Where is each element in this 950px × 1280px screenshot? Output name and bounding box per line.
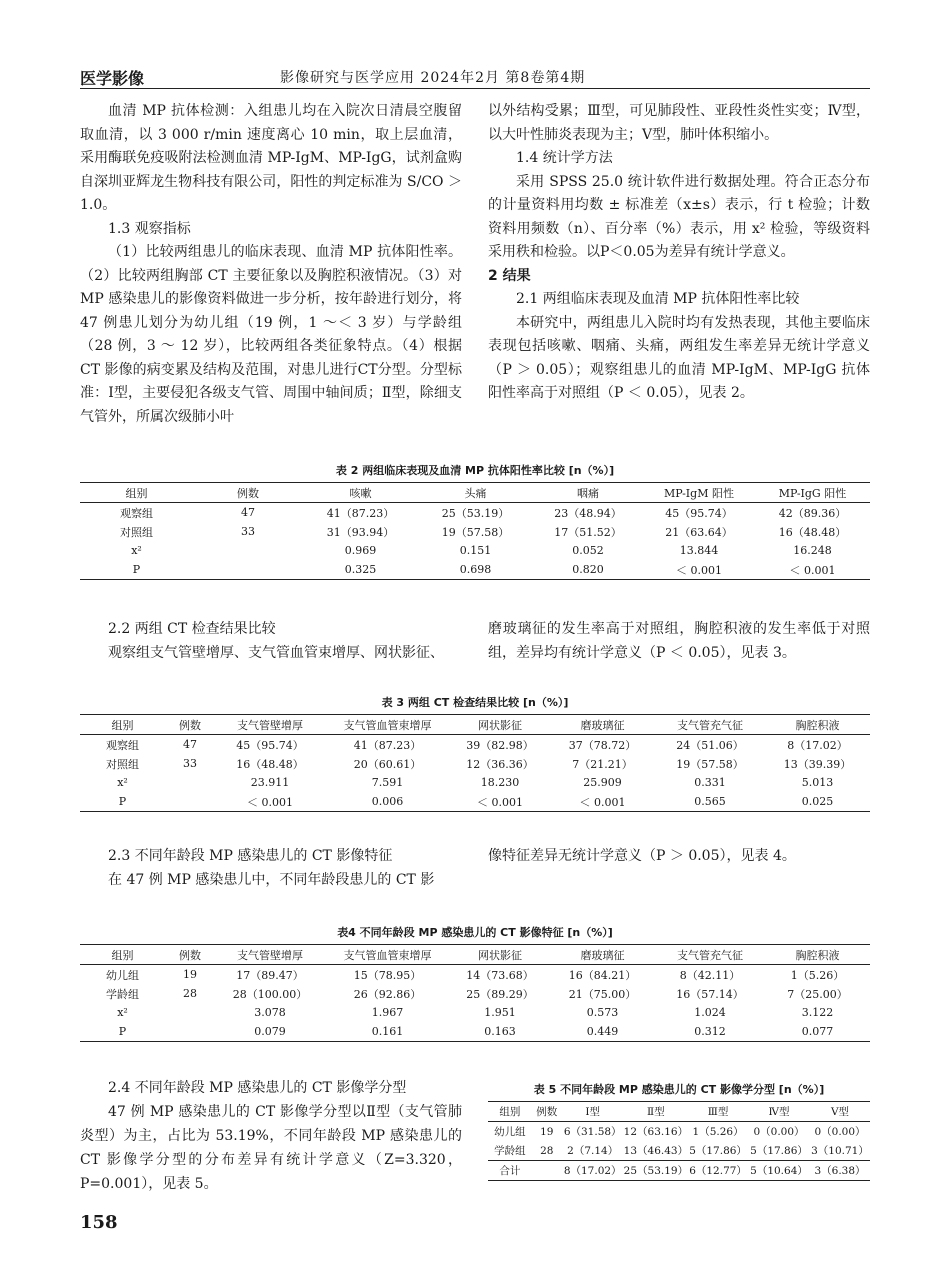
- heading-2-2: 2.2 两组 CT 检查结果比较: [108, 621, 276, 637]
- table-cell: P: [80, 560, 193, 580]
- table-cell: 学龄组: [494, 1145, 526, 1157]
- journal-info: 影像研究与医学应用 2024年2月 第8卷第4期: [280, 70, 586, 86]
- table3: [80, 714, 870, 812]
- table-cell: 合计: [488, 1161, 532, 1181]
- table-row: [80, 1022, 870, 1042]
- table-header-cell: 支气管壁增厚: [215, 945, 325, 965]
- table-cell: 12（63.16）: [623, 1126, 689, 1138]
- table-header-cell: 头痛: [418, 483, 533, 503]
- table-cell: ＜ 0.001: [215, 792, 325, 812]
- table-cell: x²: [131, 544, 142, 557]
- table-row: [80, 965, 870, 985]
- table-cell: 16（84.21）: [568, 968, 637, 982]
- table-cell: 33: [241, 525, 255, 538]
- table-header-row: [80, 483, 870, 503]
- table-cell: 23（48.94）: [554, 506, 622, 520]
- table-cell: [532, 1161, 562, 1181]
- table-cell: 21（63.64）: [665, 525, 733, 539]
- table-cell: 5（17.86）: [689, 1145, 747, 1157]
- table-header-cell: 磨玻璃征: [550, 945, 655, 965]
- table-cell: 1.967: [371, 1006, 404, 1019]
- table-cell: 25（53.19）: [441, 506, 510, 520]
- table-header-cell: Ⅲ型: [688, 1102, 748, 1122]
- section-name: 医学影像: [80, 69, 145, 88]
- table-header-cell: 咳嗽: [303, 483, 418, 503]
- paragraph-results-2-1: 本研究中，两组患儿入院时均有发热表现，其他主要临床表现包括咳嗽、咽痛、头痛，两组发生率差异无统计学意义（P ＞ 0.05）；观察组患儿的血清 MP-IgM、MP-IgG 抗体阳性率高于对照组（P ＜ 0.05），见表 2。: [488, 314, 870, 401]
- table-cell: 8（42.11）: [679, 968, 741, 982]
- table-header-cell: 胸腔积液: [765, 945, 870, 965]
- heading-2-3: 2.3 不同年龄段 MP 感染患儿的 CT 影像特征: [108, 848, 393, 864]
- paragraph-statistics: 采用 SPSS 25.0 统计软件进行数据处理。符合正态分布的计量资料用均数 ± 标准差（x±s）表示，行 t 检验；计数资料用频数（n）、百分率（%）表示，用 x² 检验，等级资料采用秩和检验。以P＜0.05为差异有统计学意义。: [488, 173, 870, 260]
- table-cell: ＜ 0.001: [450, 792, 550, 812]
- table-cell: 对照组: [106, 757, 139, 771]
- table-cell: P: [80, 792, 165, 812]
- table-cell: 25（53.19）: [624, 1161, 688, 1181]
- table-cell: 16（48.48）: [236, 757, 304, 771]
- table-cell: 观察组: [106, 738, 139, 752]
- table-cell: 6（31.58）: [563, 1126, 622, 1138]
- running-header: [80, 66, 870, 89]
- table-cell: 16（48.48）: [778, 525, 847, 539]
- table-cell: 26（92.86）: [353, 987, 422, 1001]
- table-header-cell: Ⅳ型: [748, 1102, 810, 1122]
- table-cell: 7.591: [371, 776, 404, 789]
- table5: [488, 1101, 870, 1181]
- table-header-cell: 例数: [193, 483, 303, 503]
- table-cell: 20（60.61）: [353, 757, 422, 771]
- table-cell: 13（46.43）: [623, 1145, 689, 1157]
- table-row: [80, 522, 870, 541]
- table-cell: 1（5.26）: [692, 1126, 744, 1138]
- table-cell: 14（73.68）: [466, 968, 534, 982]
- table3-caption: 表 3 两组 CT 检查结果比较 [n（%）]: [381, 696, 569, 709]
- table-header-cell: 例数: [165, 715, 215, 735]
- table-header-cell: 组别: [80, 483, 193, 503]
- table-header-cell: 支气管壁增厚: [215, 715, 325, 735]
- table-row: [80, 503, 870, 523]
- right-column-top: [488, 100, 870, 406]
- table-cell: [165, 1022, 215, 1042]
- heading-2-4: 2.4 不同年龄段 MP 感染患儿的 CT 影像学分型: [108, 1080, 407, 1096]
- table-header-cell: MP-IgG 阳性: [755, 483, 870, 503]
- table-cell: 0.161: [325, 1022, 450, 1042]
- table-cell: 5（17.86）: [750, 1145, 808, 1157]
- table-cell: 24（51.06）: [676, 738, 744, 752]
- table-cell: 0.077: [765, 1022, 870, 1042]
- table-header-cell: 例数: [165, 945, 215, 965]
- table-header-cell: 支气管充气征: [655, 715, 765, 735]
- table-cell: 0.573: [586, 1006, 619, 1019]
- section-2-3-left: [80, 845, 462, 892]
- table4-caption: 表4 不同年龄段 MP 感染患儿的 CT 影像特征 [n（%）]: [337, 926, 613, 939]
- table-cell: ＜ 0.001: [643, 560, 755, 580]
- table-header-cell: Ⅴ型: [810, 1102, 870, 1122]
- table-row: [80, 1003, 870, 1022]
- table-row: [80, 754, 870, 773]
- section-2-2-right: [488, 618, 870, 665]
- heading-1-3: 1.3 观察指标: [108, 220, 191, 237]
- table-header-cell: 支气管血管束增厚: [325, 715, 450, 735]
- section-2-3-right: [488, 845, 870, 869]
- table-cell: 19: [540, 1125, 554, 1138]
- table-cell: 45（95.74）: [665, 506, 733, 520]
- table-cell: [165, 792, 215, 812]
- paragraph-2-3-start: 在 47 例 MP 感染患儿中，不同年龄段患儿的 CT 影: [108, 871, 435, 888]
- table-cell: 0（0.00）: [814, 1126, 866, 1138]
- table-cell: 1.024: [694, 1006, 726, 1019]
- table-cell: 42（89.36）: [778, 506, 847, 520]
- table-cell: 39（82.98）: [466, 738, 534, 752]
- table-cell: ＜ 0.001: [755, 560, 870, 580]
- table-cell: 15（78.95）: [353, 968, 422, 982]
- table-cell: 12（36.36）: [466, 757, 534, 771]
- table-cell: 25.909: [583, 776, 622, 789]
- table-cell: 31（93.94）: [326, 525, 395, 539]
- table-header-cell: 磨玻璃征: [550, 715, 655, 735]
- paragraph-observation: （1）比较两组患儿的临床表现、血清 MP 抗体阳性率。（2）比较两组胸部 CT 主要征象以及胸腔积液情况。（3）对 MP 感染患儿的影像资料做进一步分析，按年龄进行划分，将 47 例患儿划分为幼儿组（19 例，1 ～＜ 3 岁）与学龄组（28 例，3 ～ 12 岁），比较两组各类征象特点。（4）根据 CT 影像的病变累及结构及范围，对患儿进行CT分型。分型标准：Ⅰ型，主要侵犯各级支气管、周围中轴间质；Ⅱ型，除细支气管外，所属次级肺小叶: [80, 244, 462, 425]
- table-cell: 对照组: [120, 525, 153, 539]
- table-row: [80, 792, 870, 812]
- table-cell: [193, 560, 303, 580]
- table-header-cell: 网状影征: [450, 715, 550, 735]
- table-header-cell: 支气管充气征: [655, 945, 765, 965]
- table-row: [80, 735, 870, 755]
- table-cell: 47: [183, 738, 197, 751]
- left-column-top: [80, 100, 462, 429]
- table-row: [488, 1122, 870, 1142]
- table-header-cell: 组别: [488, 1102, 532, 1122]
- paragraph-2-4: 47 例 MP 感染患儿的 CT 影像学分型以Ⅱ型（支气管肺炎型）为主，占比为 53.19%，不同年龄段 MP 感染患儿的 CT 影像学分型的分布差异有统计学意义（Z=3.320，P=0.001），见表 5。: [80, 1104, 462, 1192]
- table-cell: 0.969: [344, 544, 377, 557]
- table-cell: [193, 541, 303, 560]
- table-cell: 47: [241, 506, 255, 519]
- table-cell: 0（0.00）: [753, 1126, 805, 1138]
- table-cell: 25（89.29）: [466, 987, 534, 1001]
- table-header-cell: 组别: [80, 715, 165, 735]
- table-cell: 0.820: [533, 560, 643, 580]
- table-cell: 28（100.00）: [232, 987, 308, 1001]
- table-cell: 18.230: [480, 776, 520, 789]
- table-cell: 21（75.00）: [568, 987, 637, 1001]
- table-cell: ＜ 0.001: [550, 792, 655, 812]
- table-cell: 0.052: [572, 544, 604, 557]
- table4: [80, 944, 870, 1042]
- table-row: [80, 541, 870, 560]
- heading-1-4: 1.4 统计学方法: [516, 150, 613, 166]
- table-cell: 3.078: [254, 1006, 286, 1019]
- table-cell: P: [80, 1022, 165, 1042]
- table-cell: 0.565: [655, 792, 765, 812]
- table-cell: 6（12.77）: [688, 1161, 748, 1181]
- table-cell: 37（78.72）: [568, 738, 637, 752]
- table-cell: 45（95.74）: [236, 738, 304, 752]
- table-cell: 16（57.14）: [676, 987, 744, 1001]
- table-cell: 幼儿组: [106, 968, 139, 982]
- table-cell: 0.449: [550, 1022, 655, 1042]
- table-cell: 23.911: [250, 776, 290, 789]
- heading-2-1: 2.1 两组临床表现及血清 MP 抗体阳性率比较: [516, 291, 800, 307]
- table-cell: 16.248: [793, 544, 832, 557]
- table-cell: 5（10.64）: [748, 1161, 810, 1181]
- paragraph-2-2-start: 观察组支气管壁增厚、支气管血管束增厚、网状影征、: [108, 644, 444, 661]
- table-header-row: [488, 1102, 870, 1122]
- table-cell: 17（89.47）: [236, 968, 304, 982]
- table2-caption: 表 2 两组临床表现及血清 MP 抗体阳性率比较 [n（%）]: [335, 464, 615, 477]
- table-cell: 3.122: [801, 1006, 834, 1019]
- section-2-4: [80, 1076, 462, 1196]
- table-cell: 7（25.00）: [787, 987, 848, 1001]
- table-cell: 幼儿组: [494, 1126, 526, 1138]
- paragraph-2-2-end: 磨玻璃征的发生率高于对照组，胸腔积液的发生率低于对照组，差异均有统计学意义（P ＜ 0.05），见表 3。: [488, 621, 870, 661]
- table-row-total: [488, 1161, 870, 1181]
- table-cell: 0.325: [303, 560, 418, 580]
- table-cell: 学龄组: [106, 987, 139, 1001]
- table-cell: [165, 773, 215, 792]
- table-cell: 2（7.14）: [567, 1145, 619, 1157]
- table-cell: 28: [540, 1144, 554, 1157]
- table-row: [80, 560, 870, 580]
- table-cell: 7（21.21）: [572, 757, 633, 771]
- table5-caption: 表 5 不同年龄段 MP 感染患儿的 CT 影像学分型 [n（%）]: [533, 1083, 825, 1096]
- table-header-cell: Ⅱ型: [624, 1102, 688, 1122]
- page-number: 158: [80, 1212, 118, 1233]
- table-cell: 1.951: [484, 1006, 516, 1019]
- table-cell: 41（87.23）: [326, 506, 395, 520]
- table-header-cell: 组别: [80, 945, 165, 965]
- table-cell: 0.079: [215, 1022, 325, 1042]
- table-cell: 19: [183, 968, 197, 981]
- table-header-cell: 网状影征: [450, 945, 550, 965]
- table-cell: 8（17.02）: [787, 738, 848, 752]
- table-cell: 观察组: [120, 506, 153, 520]
- table-cell: 0.163: [450, 1022, 550, 1042]
- table-row: [80, 984, 870, 1003]
- table-cell: 28: [183, 987, 197, 1000]
- table-cell: 0.312: [655, 1022, 765, 1042]
- table-cell: 3（6.38）: [810, 1161, 870, 1181]
- table2: [80, 482, 870, 580]
- table-cell: 0.151: [459, 544, 492, 557]
- table-cell: 41（87.23）: [353, 738, 422, 752]
- table-cell: 33: [183, 757, 197, 770]
- table-cell: 0.025: [765, 792, 870, 812]
- table-cell: 5.013: [801, 776, 834, 789]
- section-2-2-left: [80, 618, 462, 665]
- table-header-cell: 咽痛: [533, 483, 643, 503]
- table-row: [488, 1141, 870, 1161]
- table-cell: 0.331: [694, 776, 726, 789]
- table-cell: 0.698: [418, 560, 533, 580]
- table-cell: x²: [117, 776, 128, 789]
- table-cell: 19（57.58）: [441, 525, 510, 539]
- table-cell: x²: [117, 1006, 128, 1019]
- table-header-row: [80, 945, 870, 965]
- heading-2: 2 结果: [488, 267, 531, 284]
- paragraph-2-3-end: 像特征差异无统计学意义（P ＞ 0.05），见表 4。: [488, 848, 796, 864]
- table-cell: 1（5.26）: [790, 968, 845, 982]
- table-cell: 13.844: [679, 544, 719, 557]
- paragraph-ct-types: 以外结构受累；Ⅲ型，可见肺段性、亚段性炎性实变；Ⅳ型，以大叶性肺炎表现为主；Ⅴ型，肺叶体积缩小。: [488, 103, 870, 143]
- table-cell: 0.006: [325, 792, 450, 812]
- table-cell: 17（51.52）: [554, 525, 622, 539]
- table-header-cell: MP-IgM 阳性: [643, 483, 755, 503]
- table-header-cell: 支气管血管束增厚: [325, 945, 450, 965]
- table-row: [80, 773, 870, 792]
- table-cell: 8（17.02）: [562, 1161, 624, 1181]
- table-header-cell: 例数: [532, 1102, 562, 1122]
- table-cell: 13（39.39）: [783, 757, 852, 771]
- table-header-row: [80, 715, 870, 735]
- table-cell: 3（10.71）: [811, 1145, 869, 1157]
- table-header-cell: 胸腔积液: [765, 715, 870, 735]
- paragraph-mp-antibody: 血清 MP 抗体检测：入组患儿均在入院次日清晨空腹留取血清，以 3 000 r/min 速度离心 10 min，取上层血清，采用酶联免疫吸附法检测血清 MP-IgM、MP-IgG，试剂盒购自深圳亚辉龙生物科技有限公司，阳性的判定标准为 S/CO ＞ 1.0。: [80, 103, 462, 213]
- table-cell: [165, 1003, 215, 1022]
- table-header-cell: Ⅰ型: [562, 1102, 624, 1122]
- table-cell: 19（57.58）: [676, 757, 744, 771]
